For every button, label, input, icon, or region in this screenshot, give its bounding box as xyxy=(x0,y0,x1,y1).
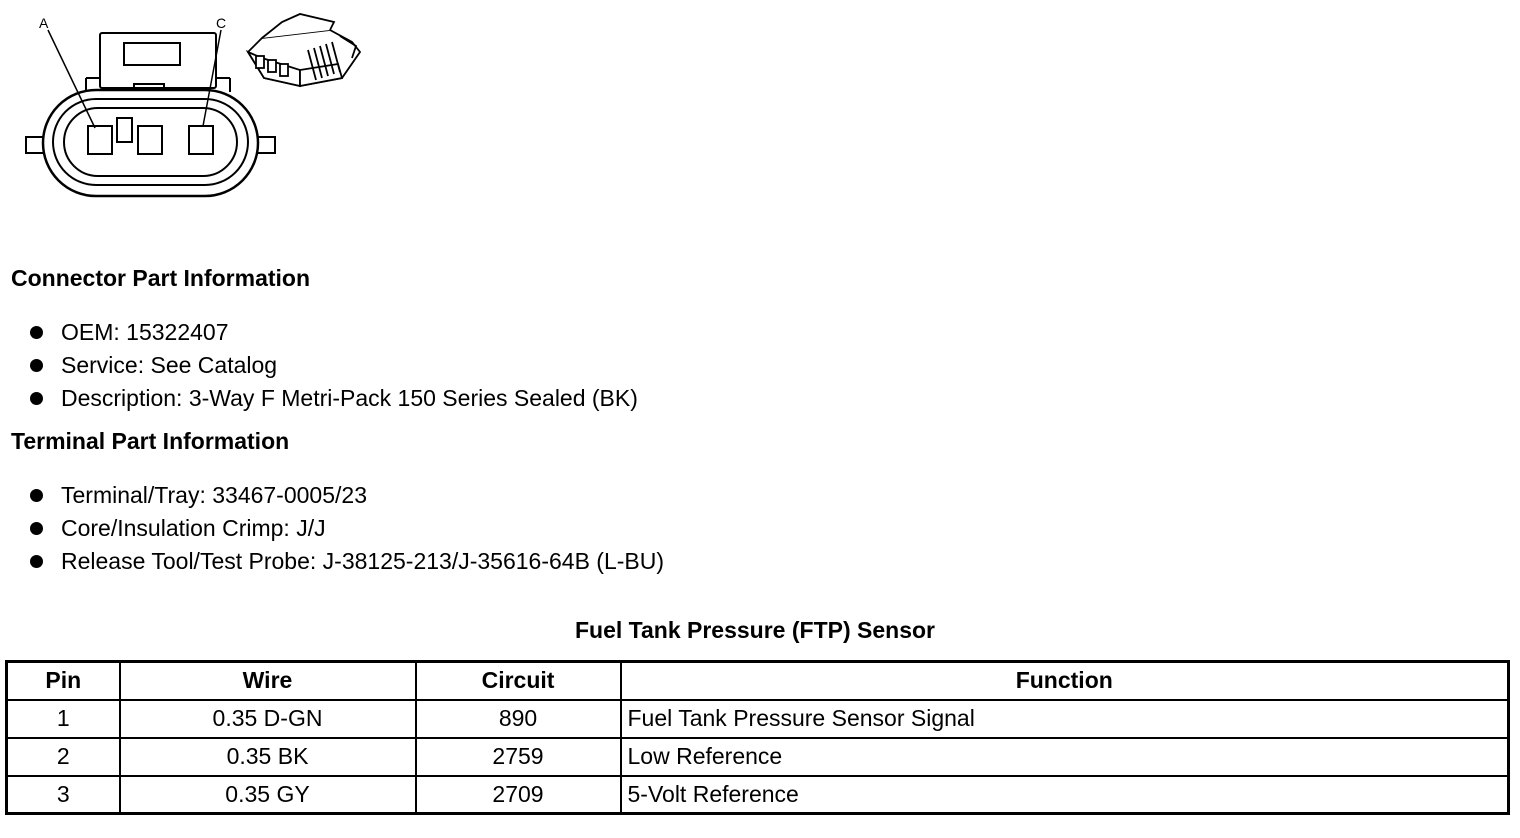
wire-cell: 0.35 GY xyxy=(120,776,416,814)
list-item-text: Release Tool/Test Probe: J-38125-213/J-35616-64B (L-BU) xyxy=(61,548,665,574)
table-header-row xyxy=(7,662,1509,700)
list-item-text: Description: 3-Way F Metri-Pack 150 Series Sealed (BK) xyxy=(61,385,638,411)
list-item-text: Core/Insulation Crimp: J/J xyxy=(61,515,326,541)
pin-cell: 2 xyxy=(7,738,120,776)
list-item xyxy=(30,479,664,512)
list-item-text: Terminal/Tray: 33467-0005/23 xyxy=(61,482,367,508)
circuit-cell: 2709 xyxy=(416,776,621,814)
terminal-part-info-heading: Terminal Part Information xyxy=(11,428,290,454)
list-item xyxy=(30,382,638,415)
connector-part-info-list xyxy=(30,316,638,415)
bullet-icon xyxy=(30,555,43,568)
bullet-icon xyxy=(30,392,43,405)
function-cell: 5-Volt Reference xyxy=(621,776,1509,814)
list-item xyxy=(30,349,638,382)
connector-diagram xyxy=(0,0,380,210)
list-item xyxy=(30,316,638,349)
wire-cell: 0.35 D-GN xyxy=(120,700,416,738)
pinout-table xyxy=(5,660,1510,815)
bullet-icon xyxy=(30,522,43,535)
function-cell: Low Reference xyxy=(621,738,1509,776)
wire-cell: 0.35 BK xyxy=(120,738,416,776)
terminal-part-info-list xyxy=(30,479,664,578)
pinout-table-title: Fuel Tank Pressure (FTP) Sensor xyxy=(574,617,935,643)
pin-cell: 1 xyxy=(7,700,120,738)
column-header-circuit: Circuit xyxy=(416,662,621,700)
bullet-icon xyxy=(30,489,43,502)
pin-cell: 3 xyxy=(7,776,120,814)
function-cell: Fuel Tank Pressure Sensor Signal xyxy=(621,700,1509,738)
column-header-function: Function xyxy=(621,662,1509,700)
table-row xyxy=(7,738,1509,776)
bullet-icon xyxy=(30,326,43,339)
list-item xyxy=(30,545,664,578)
pin-label-a: A xyxy=(39,15,49,31)
column-header-pin: Pin xyxy=(7,662,120,700)
connector-part-info-heading: Connector Part Information xyxy=(11,265,311,291)
list-item xyxy=(30,512,664,545)
circuit-cell: 890 xyxy=(416,700,621,738)
pin-label-c: C xyxy=(216,15,227,31)
table-row xyxy=(7,776,1509,814)
connector-isometric-icon xyxy=(248,14,360,86)
table-row xyxy=(7,700,1509,738)
bullet-icon xyxy=(30,359,43,372)
list-item-text: Service: See Catalog xyxy=(61,352,278,378)
circuit-cell: 2759 xyxy=(416,738,621,776)
column-header-wire: Wire xyxy=(120,662,416,700)
list-item-text: OEM: 15322407 xyxy=(61,319,229,345)
